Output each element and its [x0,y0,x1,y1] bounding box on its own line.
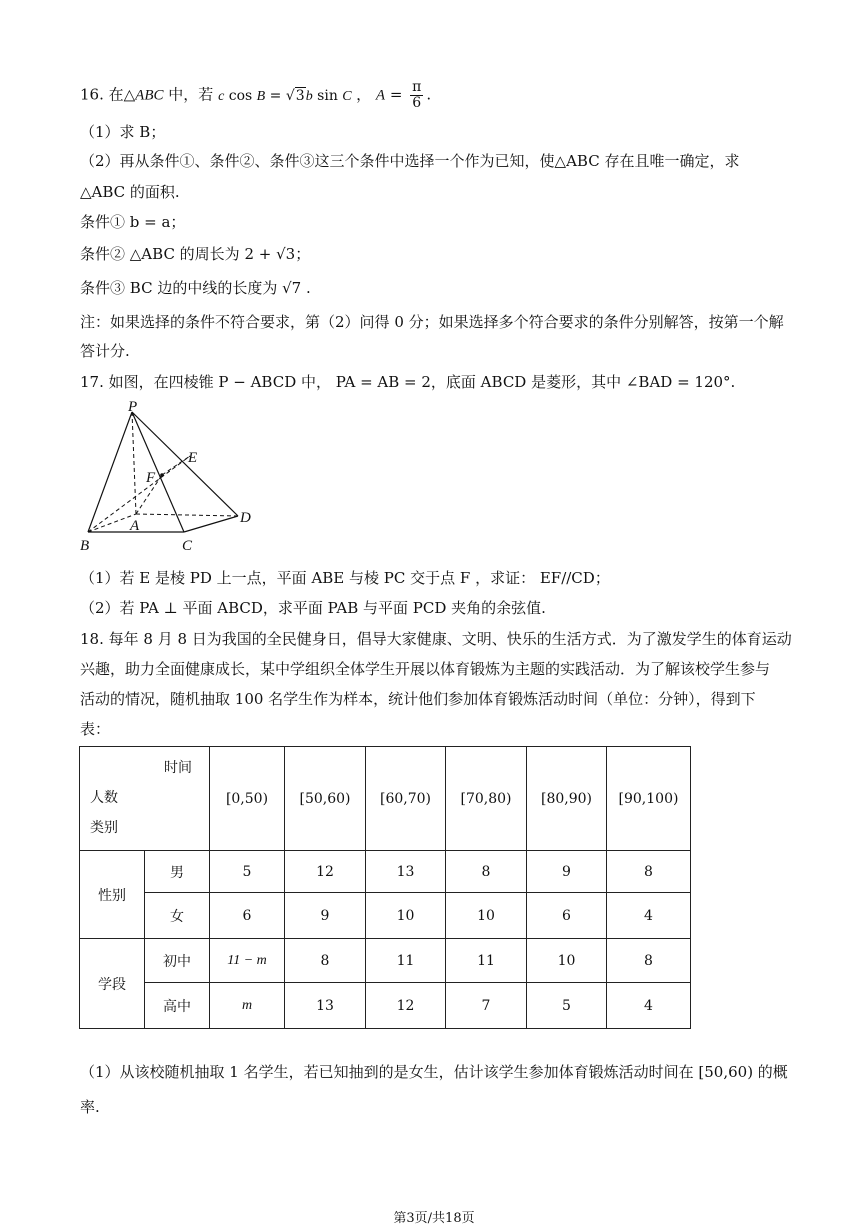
q16-condition-3: 条件③ BC 边的中线的长度为 √7 . [80,279,311,297]
edge-pb [88,412,132,532]
table-cell: 6 [527,893,607,939]
q16-angle-a: A [375,87,386,104]
q16-triangle-name: ABC [135,87,164,104]
q18-line4: 表： [80,720,111,738]
edge-cd [184,516,238,532]
table-cell: 5 [210,851,285,893]
q16-part2-line1: （2）再从条件①、条件②、条件③这三个条件中选择一个作为已知，使△ABC 存在且唯一确定，求 [80,152,740,170]
edge-pd [132,412,238,516]
q18-part1-line1: （1）从该校随机抽取 1 名学生，若已知抽到的是女生，估计该学生参加体育锻炼活动时间在 [50,60) 的概 [80,1063,788,1081]
table-cell: 11 [446,939,527,983]
q16-stem-mid: 中，若 [163,85,219,104]
table-cell: 8 [607,851,691,893]
header-category: 类别 [90,820,118,836]
table-cell: 13 [366,851,446,893]
table-header-corner [80,747,210,851]
q17-stem: 17. 如图，在四棱锥 P − ABCD 中， PA = AB = 2，底面 ABCD 是菱形，其中 ∠BAD = 120°. [80,373,736,391]
header-time: 时间 [164,760,192,776]
edge-pa [132,412,136,514]
q16-equation: c cos B = √3b sin C [218,87,352,104]
q16-part2-line2: △ABC 的面积. [80,183,180,201]
table-cell: 8 [446,851,527,893]
table-cell: 8 [607,939,691,983]
label-f: F [146,470,156,486]
table-cell: 10 [366,893,446,939]
table-cell: 9 [527,851,607,893]
interval-header: [50,60) [285,747,366,851]
q18-part1-line2: 率. [80,1098,100,1116]
q16-stem-prefix: 16. 在△ [80,85,136,104]
table-cell: 6 [210,893,285,939]
q16-stem: 16. 在△ABC 中，若 c cos B = √3b sin C ， A = $\frac{\pi}{6}$ . [80,79,432,111]
row-label: 初中 [145,939,210,983]
q18-line2: 兴趣，助力全面健康成长，某中学组织全体学生开展以体育锻炼为主题的实践活动．为了解该校学生参与 [80,660,771,678]
q16-condition-2: 条件② △ABC 的周长为 2 + √3； [80,245,311,263]
table-cell: 7 [446,983,527,1029]
group-label: 性别 [80,851,145,939]
q18-line1: 18. 每年 8 月 8 日为我国的全民健身日，倡导大家健康、文明、快乐的生活方式．为了激发学生的体育运动 [80,630,792,648]
q16-condition-1: 条件① b = a； [80,213,186,231]
interval-header: [80,90) [527,747,607,851]
table-row [80,893,691,939]
table-cell: 9 [285,893,366,939]
table-cell: 5 [527,983,607,1029]
group-label: 学段 [80,939,145,1029]
q17-part1: （1）若 E 是棱 PD 上一点，平面 ABE 与棱 PC 交于点 F ，求证： EF//CD； [80,569,610,587]
q18-line3: 活动的情况，随机抽取 100 名学生作为样本，统计他们参加体育锻炼活动时间（单位：分钟），得到下 [80,690,756,708]
table-cell: 10 [527,939,607,983]
row-label: 男 [145,851,210,893]
interval-header: [70,80) [446,747,527,851]
interval-header: [60,70) [366,747,446,851]
table-cell: 4 [607,983,691,1029]
edge-ad [136,514,238,516]
label-d: D [240,510,251,526]
table-cell: 12 [366,983,446,1029]
table-cell: 12 [285,851,366,893]
table-cell: 11 [366,939,446,983]
header-count: 人数 [90,790,118,806]
row-label: 高中 [145,983,210,1029]
table-cell: 11 − m [210,939,285,983]
q17-part2: （2）若 PA ⊥ 平面 ABCD，求平面 PAB 与平面 PCD 夹角的余弦值. [80,599,546,617]
row-label: 女 [145,893,210,939]
table-row [80,851,691,893]
table-cell: 8 [285,939,366,983]
page-footer: 第3页/共18页 [393,1211,475,1226]
activity-time-table [79,746,691,1029]
q16-part1: （1）求 B； [80,123,166,141]
q16-fraction: $\frac{\pi}{6}$ [412,79,422,111]
table-cell: 4 [607,893,691,939]
interval-header: [0,50) [210,747,285,851]
label-e: E [188,450,198,466]
interval-header: [90,100) [607,747,691,851]
q16-note-line1: 注：如果选择的条件不符合要求，第（2）问得 0 分；如果选择多个符合要求的条件分别解答，按第一个解 [80,313,784,331]
q16-note-line2: 答计分. [80,342,130,360]
pyramid-figure [80,400,280,560]
table-row [80,939,691,983]
table-cell: m [210,983,285,1029]
label-p: P [128,400,138,415]
label-c: C [182,538,193,554]
edge-ba [88,514,136,532]
label-a: A [130,518,140,534]
table-row [80,983,691,1029]
table-cell: 13 [285,983,366,1029]
table-cell: 10 [446,893,527,939]
point-f [160,473,164,477]
label-b: B [80,538,90,554]
